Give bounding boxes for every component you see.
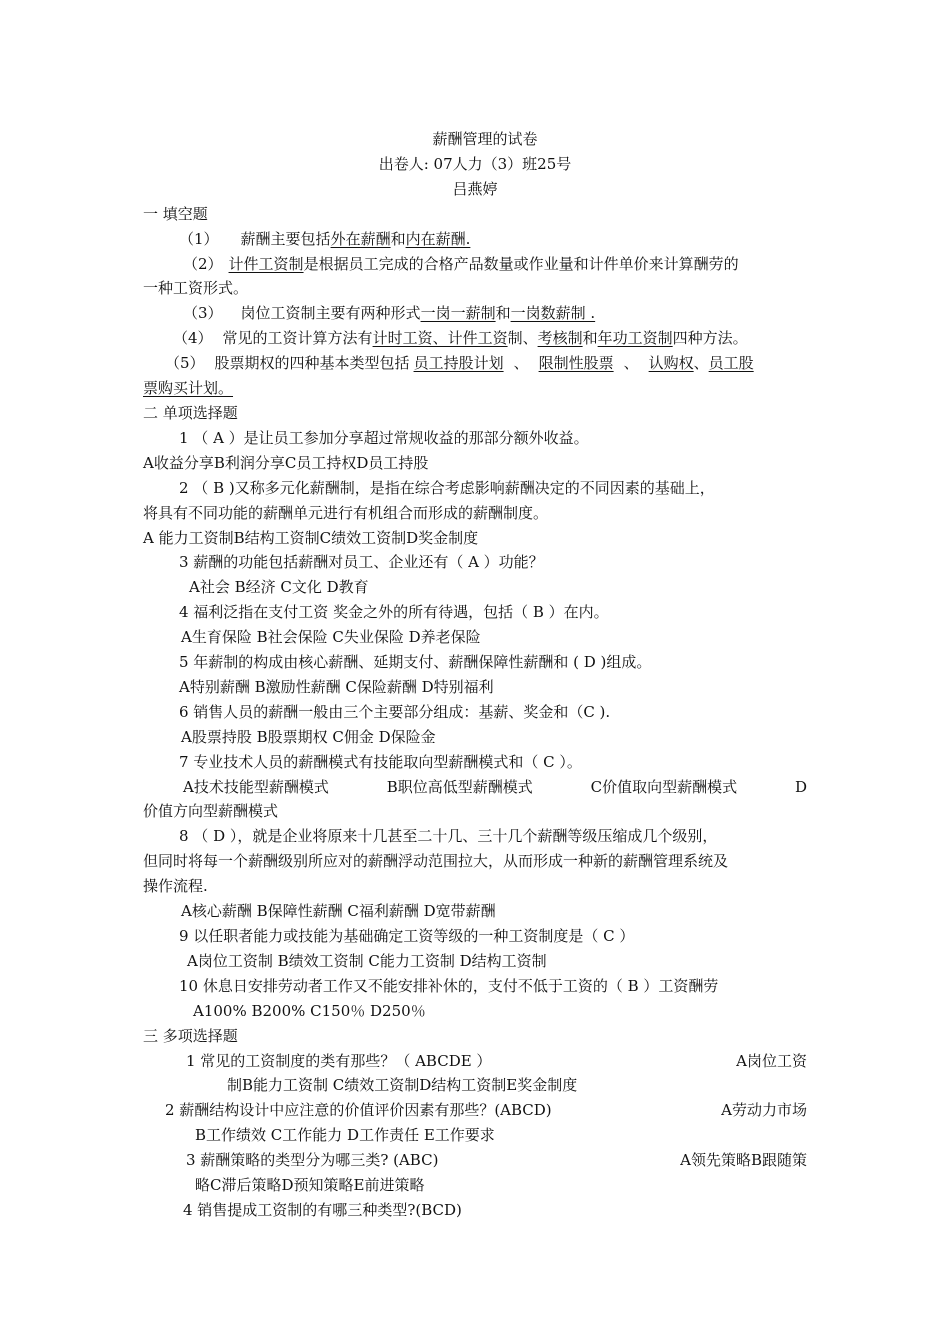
fill-question-4: （4） 常见的工资计算方法有计时工资、计件工资制、考核制和年功工资制四种方法。 bbox=[173, 329, 748, 348]
choice-question-1: 1 （ A ）是让员工参加分享超过常规收益的那部分额外收益。 bbox=[179, 428, 589, 447]
choice-question-9: 9 以任职者能力或技能为基础确定工资等级的一种工资制度是（ C ） bbox=[179, 927, 635, 945]
choice-options-7-continued: 价值方向型薪酬模式 bbox=[143, 802, 279, 821]
choice-options-7: A技术技能型薪酬模式 B职位高低型薪酬模式 C价值取向型薪酬模式 D bbox=[183, 777, 807, 796]
multi-question-3-continued: 略C滞后策略D预知策略E前进策略 bbox=[195, 1176, 425, 1195]
choice-question-8: 8 （ D ），就是企业将原来十几甚至二十几、三十几个薪酬等级压缩成几个级别， bbox=[179, 827, 718, 846]
choice-options-6: A股票持股 B股票期权 C佣金 D保险金 bbox=[181, 727, 436, 746]
author-name: 吕燕婷 bbox=[452, 179, 498, 198]
choice-question-7: 7 专业技术人员的薪酬模式有技能取向型薪酬模式和（ C ）。 bbox=[179, 752, 582, 771]
choice-options-8: A核心薪酬 B保障性薪酬 C福利薪酬 D宽带薪酬 bbox=[181, 902, 496, 921]
multi-question-1-continued: 制B能力工资制 C绩效工资制D结构工资制E奖金制度 bbox=[227, 1076, 578, 1095]
multi-question-1: 1 常见的工资制度的类有那些？（ ABCDE ） A岗位工资 bbox=[186, 1051, 807, 1070]
choice-options-10: A100% B200% C150％ D250％ bbox=[193, 1001, 426, 1020]
author-line: 出卷人: 07人力（3）班25号 bbox=[378, 154, 572, 173]
choice-question-10: 10 休息日安排劳动者工作又不能安排补休的，支付不低于工资的（ B ）工资酬劳 bbox=[179, 976, 719, 995]
choice-question-3: 3 薪酬的功能包括薪酬对员工、企业还有（ A ）功能？ bbox=[179, 553, 544, 572]
choice-question-2-continued: 将具有不同功能的薪酬单元进行有机组合而形成的薪酬制度。 bbox=[143, 503, 549, 522]
choice-options-9: A岗位工资制 B绩效工资制 C能力工资制 D结构工资制 bbox=[187, 951, 547, 970]
fill-question-5: （5） 股票期权的四种基本类型包括 员工持股计划 、 限制性股票 、 认购权、员工股 bbox=[165, 354, 754, 373]
choice-question-8-continued-2: 操作流程. bbox=[143, 877, 208, 896]
answer-blank: 计时工资、计件工资 bbox=[372, 329, 508, 348]
fill-question-2: （2） 计件工资制是根据员工完成的合格产品数量或作业量和计件单价来计算酬劳的 bbox=[183, 254, 739, 273]
answer-blank: 员工持股计划 bbox=[413, 354, 504, 373]
answer-blank: 内在薪酬. bbox=[405, 229, 471, 248]
answer-blank: 外在薪酬 bbox=[330, 229, 391, 248]
choice-question-4: 4 福利泛指在支付工资 奖金之外的所有待遇，包括（ B ）在内。 bbox=[179, 603, 609, 622]
section-heading-single-choice: 二 单项选择题 bbox=[143, 403, 238, 422]
fill-question-1: （1） 薪酬主要包括外在薪酬和内在薪酬. bbox=[179, 229, 471, 248]
multi-question-3: 3 薪酬策略的类型分为哪三类? (ABC) A领先策略B跟随策 bbox=[186, 1151, 807, 1170]
fill-question-5-continued bbox=[143, 376, 807, 401]
fill-question-3: （3） 岗位工资制主要有两种形式一岗一薪制和一岗数薪制 . bbox=[183, 304, 596, 323]
fill-question-2-continued: 一种工资形式。 bbox=[143, 279, 249, 298]
document-title-block bbox=[143, 127, 807, 202]
choice-question-6: 6 销售人员的薪酬一般由三个主要部分组成：基薪、奖金和（C ). bbox=[179, 702, 611, 721]
choice-options-2: A 能力工资制B结构工资制C绩效工资制D奖金制度 bbox=[143, 528, 479, 547]
answer-blank: 限制性股票 bbox=[538, 354, 614, 373]
answer-blank: 一岗一薪制 bbox=[420, 304, 496, 323]
multi-question-4: 4 销售提成工资制的有哪三种类型?(BCD) bbox=[183, 1200, 462, 1219]
multi-question-2-continued: B工作绩效 C工作能力 D工作责任 E工作要求 bbox=[195, 1126, 495, 1145]
choice-options-3: A社会 B经济 C文化 D教育 bbox=[189, 578, 369, 597]
answer-blank: 票购买计划。 bbox=[143, 379, 234, 398]
choice-question-5: 5 年薪制的构成由核心薪酬、延期支付、薪酬保障性薪酬和 ( D )组成。 bbox=[179, 653, 652, 672]
choice-options-4: A生育保险 B社会保险 C失业保险 D养老保险 bbox=[181, 628, 481, 647]
choice-question-8-continued-1: 但同时将每一个薪酬级别所应对的薪酬浮动范围拉大，从而形成一种新的薪酬管理系统及 bbox=[143, 852, 729, 871]
multi-question-2: 2 薪酬结构设计中应注意的价值评价因素有那些？(ABCD) A劳动力市场 bbox=[165, 1101, 807, 1120]
choice-options-1: A收益分享B利润分享C员工持权D员工持股 bbox=[143, 453, 429, 472]
answer-blank: 计件工资制 bbox=[228, 254, 304, 273]
choice-question-2: 2 （ B )又称多元化薪酬制，是指在综合考虑影响薪酬决定的不同因素的基础上， bbox=[179, 478, 715, 497]
answer-blank: 员工股 bbox=[708, 354, 754, 373]
answer-blank: 年功工资制 bbox=[597, 329, 673, 348]
choice-options-5: A特别薪酬 B激励性薪酬 C保险薪酬 D特别福利 bbox=[179, 677, 494, 696]
document-title: 薪酬管理的试卷 bbox=[432, 130, 538, 148]
section-heading-fill-blank: 一 填空题 bbox=[143, 204, 208, 223]
answer-blank: 考核制 bbox=[537, 329, 583, 348]
answer-blank: 一岗数薪制 . bbox=[510, 304, 596, 323]
section-heading-multiple-choice: 三 多项选择题 bbox=[143, 1026, 238, 1045]
answer-blank: 认购权 bbox=[648, 354, 694, 373]
